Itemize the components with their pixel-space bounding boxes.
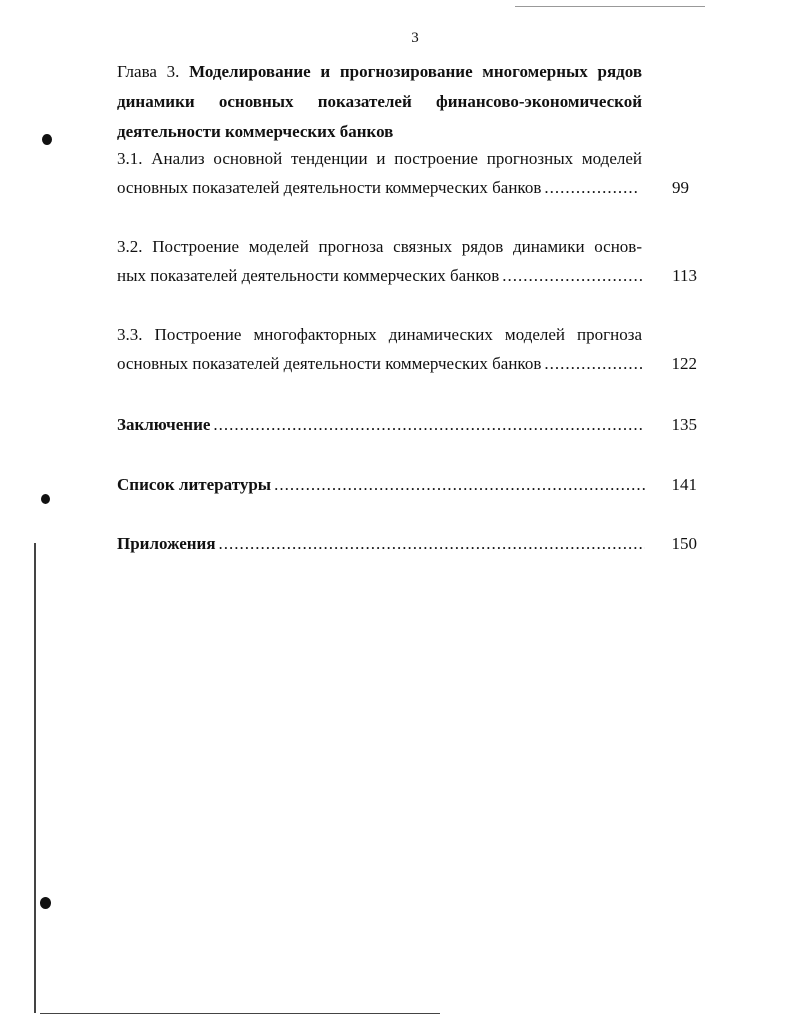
chapter-title-line-1: Моделирование и прогнозирование многомерных рядов	[189, 62, 642, 81]
toc-section-references[interactable]	[117, 475, 697, 499]
leader-dots	[502, 266, 645, 286]
toc-entry-3-3[interactable]	[117, 354, 697, 378]
toc-section-appendices-page: 150	[671, 534, 697, 553]
toc-entry-3-3-line-1[interactable]: 3.3. Построение многофакторных динамических моделей прогноза	[117, 325, 642, 344]
toc-entry-3-1-line-2: основных показателей деятельности коммерческих банков	[117, 178, 542, 197]
toc-entry-3-2-line-2: ных показателей деятельности коммерческих банков	[117, 266, 500, 285]
chapter-title-line-3: деятельности коммерческих банков	[117, 122, 394, 141]
chapter-heading	[117, 57, 642, 147]
leader-dots	[544, 178, 637, 198]
binder-hole-mark-3	[40, 897, 51, 909]
toc-section-conclusion-page: 135	[671, 415, 697, 434]
leader-dots	[544, 354, 645, 374]
toc-section-appendices[interactable]	[117, 534, 697, 558]
toc-section-references-label: Список литературы	[117, 475, 272, 494]
toc-entry-3-1-page: 99	[672, 178, 689, 197]
scan-edge-line-left	[34, 543, 36, 1013]
toc-entry-3-2-page: 113	[672, 266, 697, 285]
toc-section-conclusion-label: Заключение	[117, 415, 211, 434]
leader-dots	[219, 534, 645, 554]
scan-edge-line-top	[515, 6, 705, 7]
binder-hole-mark-2	[41, 494, 50, 504]
leader-dots	[213, 415, 645, 435]
chapter-heading-line-1	[117, 57, 642, 87]
toc-section-references-page: 141	[671, 475, 697, 494]
page-number: 3	[411, 30, 419, 46]
toc-section-conclusion[interactable]	[117, 415, 697, 439]
chapter-prefix: Глава 3.	[117, 62, 180, 81]
toc-entry-3-1-line-1[interactable]: 3.1. Анализ основной тенденции и построение прогнозных моделей	[117, 149, 642, 168]
chapter-title-line-2: динамики основных показателей финансово-экономической	[117, 92, 642, 111]
scan-edge-line-bottom	[40, 1013, 440, 1014]
toc-section-appendices-label: Приложения	[117, 534, 216, 553]
toc-entry-3-2-line-1[interactable]: 3.2. Построение моделей прогноза связных рядов динамики основ-	[117, 237, 642, 256]
toc-entry-3-3-line-2: основных показателей деятельности коммерческих банков	[117, 354, 542, 373]
binder-hole-mark-1	[42, 134, 52, 145]
toc-entry-3-2[interactable]	[117, 266, 697, 290]
leader-dots	[274, 475, 645, 495]
toc-entry-3-3-page: 122	[671, 354, 697, 373]
toc-entry-3-1[interactable]	[117, 178, 697, 202]
